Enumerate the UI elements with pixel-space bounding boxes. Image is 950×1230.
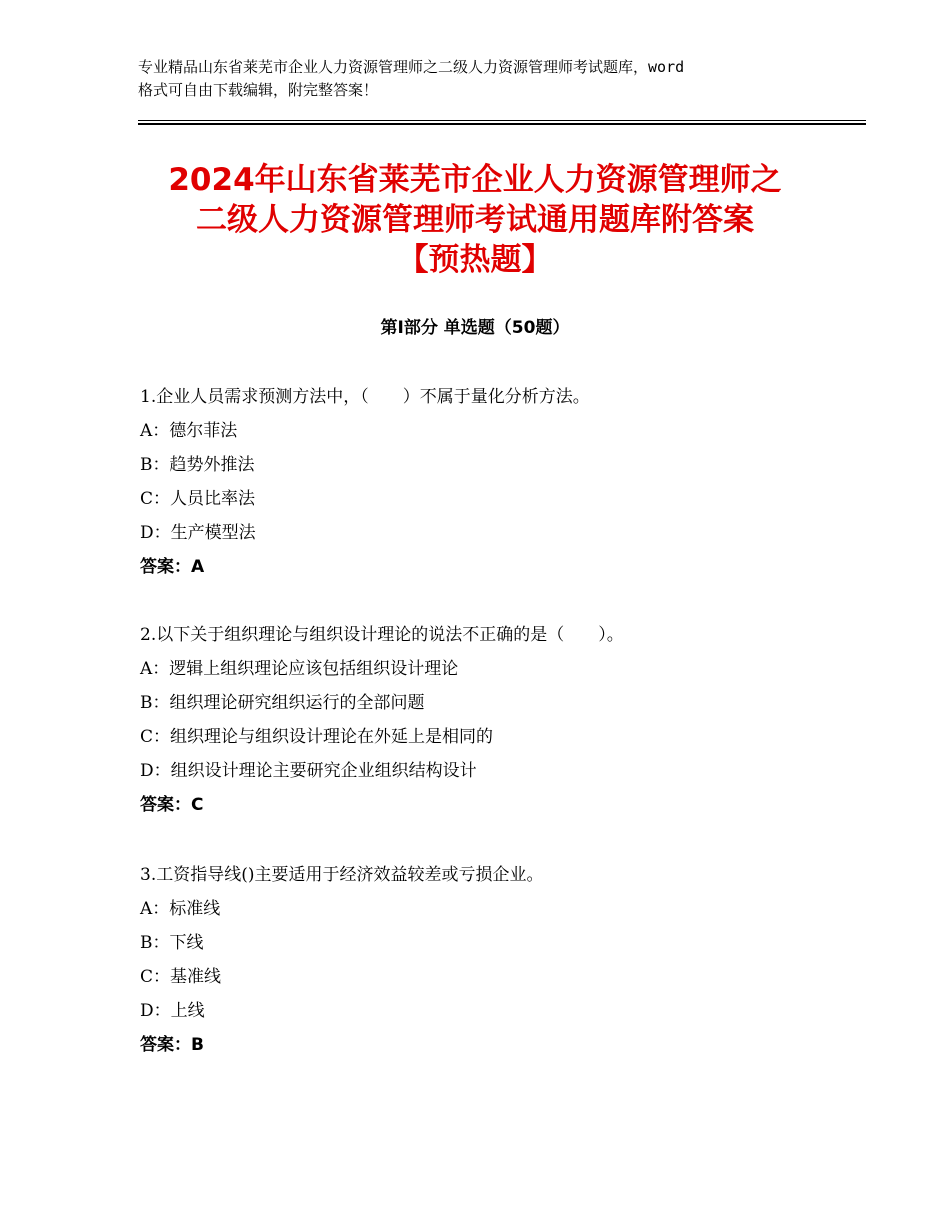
- question-option-c: C：组织理论与组织设计理论在外延上是相同的: [140, 727, 494, 747]
- question-answer: 答案：C: [140, 795, 204, 815]
- question-1: [140, 380, 840, 584]
- question-option-d: D：生产模型法: [140, 523, 256, 543]
- header-note-line-1: 专业精品山东省莱芜市企业人力资源管理师之二级人力资源管理师考试题库，word: [138, 58, 685, 76]
- header-divider: [138, 120, 866, 125]
- question-option-d: D：上线: [140, 1001, 205, 1021]
- question-stem: 3.工资指导线()主要适用于经济效益较差或亏损企业。: [140, 865, 544, 885]
- header-note-line-2: 格式可自由下载编辑，附完整答案！: [138, 81, 379, 99]
- section-title: 第Ⅰ部分 单选题（50题）: [380, 318, 570, 338]
- title-line-1: 2024年山东省莱芜市企业人力资源管理师之: [168, 162, 782, 198]
- question-answer: 答案：B: [140, 1035, 204, 1055]
- title-line-2: 二级人力资源管理师考试通用题库附答案: [196, 202, 754, 238]
- document-title: [60, 160, 890, 280]
- question-answer: 答案：A: [140, 557, 205, 577]
- question-option-b: B：下线: [140, 933, 204, 953]
- question-3: [140, 858, 840, 1062]
- question-stem: 1.企业人员需求预测方法中，（ ）不属于量化分析方法。: [140, 387, 590, 407]
- question-option-d: D：组织设计理论主要研究企业组织结构设计: [140, 761, 477, 781]
- question-option-b: B：趋势外推法: [140, 455, 255, 475]
- header-note: [138, 56, 828, 102]
- question-option-c: C：人员比率法: [140, 489, 256, 509]
- question-option-a: A：逻辑上组织理论应该包括组织设计理论: [140, 659, 459, 679]
- question-option-b: B：组织理论研究组织运行的全部问题: [140, 693, 425, 713]
- question-option-c: C：基准线: [140, 967, 222, 987]
- title-line-3: 【预热题】: [397, 242, 553, 278]
- question-option-a: A：德尔菲法: [140, 421, 238, 441]
- question-option-a: A：标准线: [140, 899, 221, 919]
- question-2: [140, 618, 840, 822]
- question-stem: 2.以下关于组织理论与组织设计理论的说法不正确的是（ ）。: [140, 625, 624, 645]
